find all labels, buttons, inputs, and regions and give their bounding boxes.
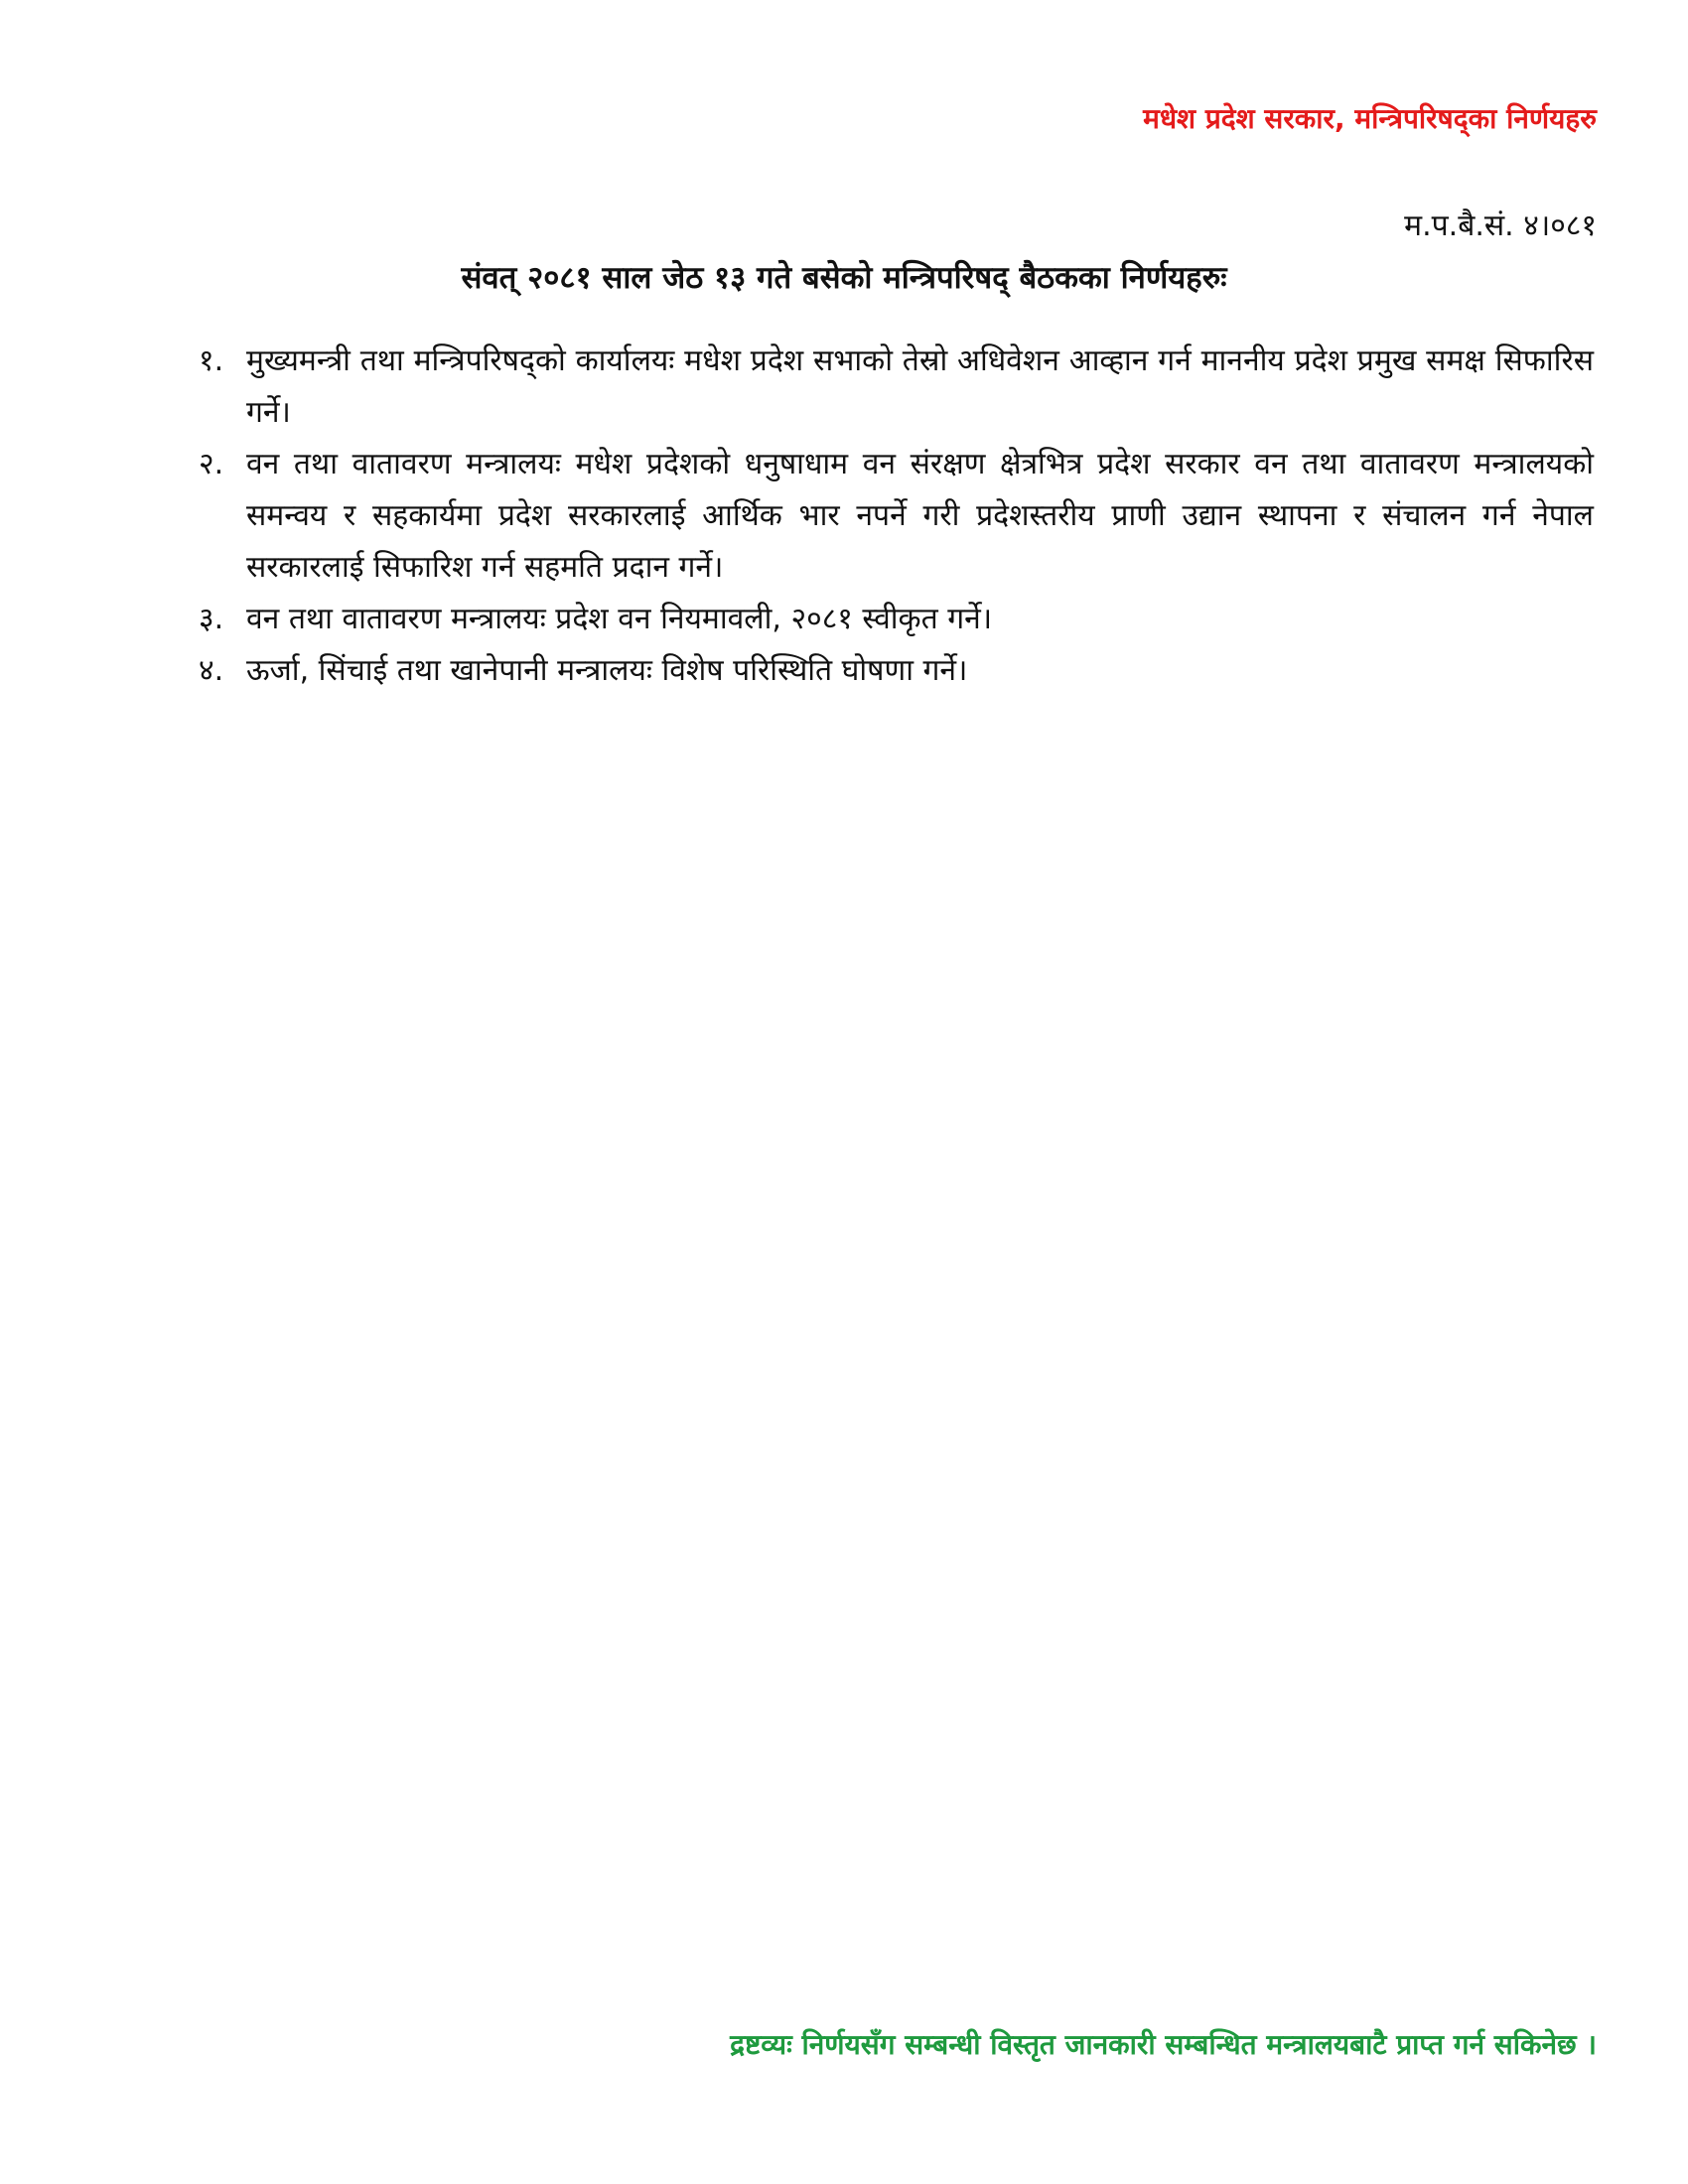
- decision-number: २.: [199, 447, 224, 481]
- decision-text: वन तथा वातावरण मन्त्रालयः मधेश प्रदेशको धनुषाधाम वन संरक्षण क्षेत्रभित्र प्रदेश सरकार वन तथा वातावरण मन्त्रालयको समन्वय र सहकार्यमा प्रदेश सरकारलाई आर्थिक भार नपर्ने गरी प्रदेशस्तरीय प्राणी उद्यान स्थापना र संचालन गर्न नेपाल सरकारलाई सिफारिश गर्न सहमति प्रदान गर्ने।: [246, 447, 1594, 585]
- decision-item-2: [199, 439, 1594, 594]
- decision-number: ३.: [199, 602, 224, 636]
- decision-item-4: [199, 645, 1594, 697]
- decision-number: ४.: [199, 653, 224, 688]
- footer-note: द्रष्टव्यः निर्णयसँग सम्बन्धी विस्तृत जानकारी सम्बन्धित मन्त्रालयबाटै प्राप्त गर्न सकिनेछ ।: [730, 2028, 1597, 2061]
- meeting-reference-number: म.प.बै.सं. ४।०८१: [1404, 208, 1597, 243]
- decision-number: १.: [199, 343, 224, 378]
- header-title: मधेश प्रदेश सरकार, मन्त्रिपरिषद्का निर्णयहरु: [1143, 102, 1597, 135]
- decision-text: ऊर्जा, सिंचाई तथा खानेपानी मन्त्रालयः विशेष परिस्थिति घोषणा गर्ने।: [246, 653, 968, 688]
- decision-list: [199, 336, 1594, 697]
- decision-text: वन तथा वातावरण मन्त्रालयः प्रदेश वन नियमावली, २०८१ स्वीकृत गर्ने।: [246, 602, 993, 636]
- decision-item-1: [199, 336, 1594, 439]
- decision-item-3: [199, 594, 1594, 645]
- meeting-heading: संवत् २०८१ साल जेठ १३ गते बसेको मन्त्रिपरिषद् बैठकका निर्णयहरुः: [461, 260, 1227, 296]
- decision-text: मुख्यमन्त्री तथा मन्त्रिपरिषद्को कार्यालयः मधेश प्रदेश सभाको तेस्रो अधिवेशन आव्हान गर्न माननीय प्रदेश प्रमुख समक्ष सिफारिस गर्ने।: [246, 343, 1594, 430]
